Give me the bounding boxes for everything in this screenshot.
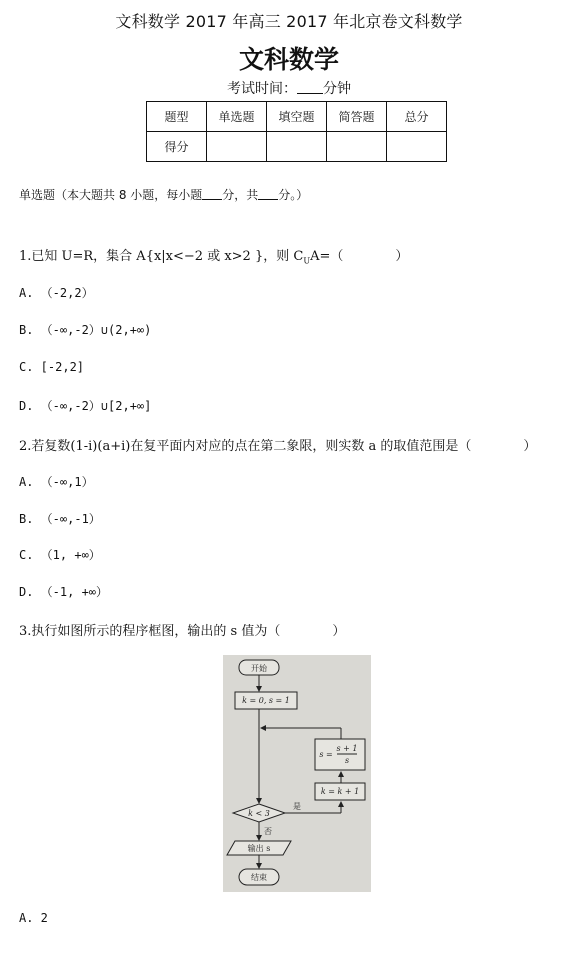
score-table-empty-cell [207, 132, 267, 162]
question-2-option-a: A. （-∞,1） [19, 475, 94, 489]
score-table-cell: 题型 [147, 102, 207, 132]
score-table-empty-cell [387, 132, 447, 162]
flowchart-cond-text: k < 3 [248, 809, 270, 818]
question-2-stem: 2.若复数(1-i)(a+i)在复平面内对应的点在第二象限，则实数 a 的取值范围是（ ） [19, 439, 537, 454]
question-1-stem-text: 1.已知 U=R，集合 A{x|x<−2 或 x>2 }，则 C [19, 249, 304, 264]
section-heading [19, 186, 308, 203]
page-title: 文科数学 [238, 45, 339, 74]
question-1-stem-tail: A=（ ） [310, 249, 409, 264]
flowchart-update-s-num: s + 1 [336, 744, 358, 753]
score-table-cell: 填空题 [267, 102, 327, 132]
question-1-stem-subscript: U [303, 256, 311, 266]
flowchart-svg [223, 655, 371, 892]
flowchart-update-s-lhs: s = [319, 750, 333, 759]
score-table-header-row [147, 102, 447, 132]
score-table [146, 101, 447, 162]
section-text-2: 分，共 [222, 188, 259, 202]
score-table-cell: 单选题 [207, 102, 267, 132]
score-table-cell: 总分 [387, 102, 447, 132]
score-table-cell: 简答题 [327, 102, 387, 132]
flowchart-figure [223, 655, 371, 892]
exam-time-label: 考试时间： [227, 81, 297, 97]
question-2-option-d: D. （-1, +∞） [19, 585, 109, 599]
question-2-option-b: B. （-∞,-1） [19, 512, 101, 526]
section-text-3: 分。） [278, 188, 309, 202]
score-table-empty-cell [327, 132, 387, 162]
section-text-1: 单选题（本大题共 8 小题，每小题 [19, 188, 203, 202]
score-table-empty-cell [267, 132, 327, 162]
section-blank [258, 188, 278, 200]
flowchart-init-text: k = 0, s = 1 [242, 696, 290, 705]
score-table-cell: 得分 [147, 132, 207, 162]
flowchart-update-s-den: s [344, 756, 350, 765]
document-header: 文科数学 2017 年高三 2017 年北京卷文科数学 [115, 12, 463, 31]
flowchart-no-label: 否 [264, 827, 272, 836]
question-3-option-a: A. 2 [19, 911, 48, 925]
score-table-score-row [147, 132, 447, 162]
flowchart-end-text: 结束 [251, 873, 267, 882]
question-1-option-c: C. [-2,2] [19, 360, 85, 374]
question-1-stem [19, 245, 408, 266]
exam-time [0, 78, 578, 98]
exam-time-unit: 分钟 [323, 81, 351, 97]
section-blank [202, 188, 222, 200]
question-2-option-c: C. （1, +∞） [19, 548, 101, 562]
flowchart-update-k-text: k = k + 1 [320, 787, 360, 796]
question-1-option-d: D. （-∞,-2）∪[2,+∞] [19, 399, 152, 413]
question-1-option-a: A. （-2,2） [19, 286, 94, 300]
question-3-stem: 3.执行如图所示的程序框图，输出的 s 值为（ ） [19, 624, 346, 639]
flowchart-output-text: 输出 s [247, 844, 271, 853]
exam-time-blank [297, 80, 323, 94]
flowchart-start-text: 开始 [251, 664, 267, 673]
flowchart-yes-label: 是 [293, 802, 301, 811]
question-1-option-b: B. （-∞,-2）∪(2,+∞) [19, 323, 152, 337]
